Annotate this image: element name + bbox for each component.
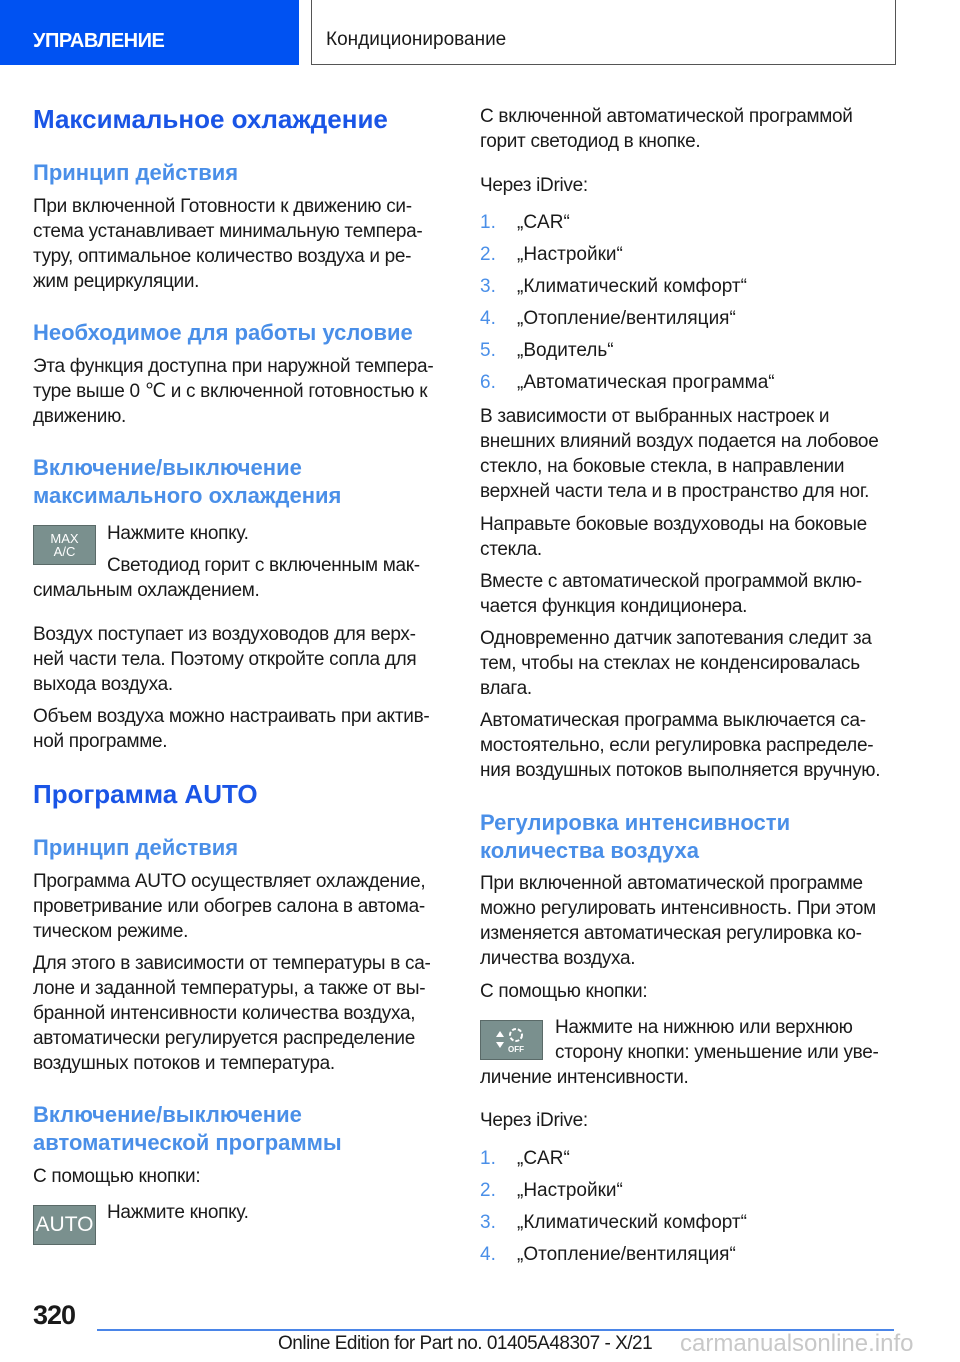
step-text: „CAR“: [517, 212, 570, 233]
heading-condition: Необходимое для работы условие: [33, 320, 413, 345]
step-number: 3.: [480, 1212, 496, 1233]
paragraph: С включенной автоматической программой горит светодиод в кнопке.: [480, 106, 853, 152]
step-number: 4.: [480, 308, 496, 329]
paragraph: Автоматическая программа выключается са- мостоятельно, если регулировка распределе- ния воздушных потоков выполняется вручную.: [480, 710, 881, 781]
paragraph: С помощью кнопки:: [480, 981, 648, 1002]
paragraph: С помощью кнопки:: [33, 1166, 201, 1187]
step-number: 1.: [480, 212, 496, 233]
step-text: „Настройки“: [517, 1180, 623, 1201]
list-item: [480, 1148, 747, 1180]
step-text: „Автоматическая программа“: [517, 372, 775, 393]
list-item: [480, 372, 775, 404]
step-text: „Отопление/вентиляция“: [517, 1244, 736, 1265]
list-item: [480, 308, 775, 340]
step-number: 6.: [480, 372, 496, 393]
step-text: „Отопление/вентиляция“: [517, 308, 736, 329]
paragraph: Через iDrive:: [480, 1110, 588, 1131]
max-ac-button-icon: MAX A/C: [33, 525, 96, 565]
list-item: [480, 212, 775, 244]
paragraph: Объем воздуха можно настраивать при актив- ной программе.: [33, 706, 430, 752]
paragraph: Вместе с автоматической программой вклю- чается функция кондиционера.: [480, 571, 862, 617]
paragraph: При включенной Готовности к движению си- стема устанавливает минимальную темпера- туру, оптимальное количество воздуха и ре- жим рециркуляции.: [33, 196, 423, 292]
list-item: [480, 244, 775, 276]
edition-text: Online Edition for Part no. 01405A48307 - X/21: [278, 1333, 653, 1354]
step-text: „Водитель“: [517, 340, 614, 361]
step-text: „Настройки“: [517, 244, 623, 265]
fan-icon: [492, 1025, 532, 1055]
heading-max-cooling: Максимальное охлаждение: [33, 104, 388, 134]
section-title: УПРАВЛЕНИЕ: [33, 30, 165, 52]
paragraph: Одновременно датчик запотевания следит за тем, чтобы на стеклах не конденсировалась влага.: [480, 628, 872, 699]
paragraph: При включенной автоматической программе можно регулировать интенсивность. При этом изменяется автоматическая регулировка ко- личества воздуха.: [480, 873, 876, 969]
paragraph: Светодиод горит с включенным мак- симальным охлаждением.: [33, 555, 420, 601]
svg-text:OFF: OFF: [507, 1045, 524, 1054]
list-item: [480, 1180, 747, 1212]
idrive-steps-list: [480, 212, 775, 404]
section-tab: [0, 0, 299, 65]
paragraph: В зависимости от выбранных настроек и внешних влияний воздух подается на лобовое стекло, на боковые стекла, в направлении верхней части тела и в пространство для ног.: [480, 406, 879, 502]
heading-intensity: Регулировка интенсивности количества воздуха: [480, 810, 791, 863]
step-text: „CAR“: [517, 1148, 570, 1169]
step-text: „Климатический комфорт“: [517, 1212, 747, 1233]
step-number: 4.: [480, 1244, 496, 1265]
watermark: carmanualsonline.info: [680, 1330, 914, 1357]
paragraph: Программа AUTO осуществляет охлаждение, проветривание или обогрев салона в автома- тическом режиме.: [33, 871, 426, 942]
step-number: 5.: [480, 340, 496, 361]
auto-button-icon: AUTO: [33, 1205, 96, 1245]
heading-onoff-max: Включение/выключение максимального охлаждения: [33, 455, 342, 508]
paragraph: Нажмите кнопку.: [107, 1202, 249, 1223]
idrive-steps-list: [480, 1148, 747, 1276]
list-item: [480, 1212, 747, 1244]
paragraph: личение интенсивности.: [480, 1067, 689, 1088]
page-number: 320: [33, 1300, 76, 1330]
list-item: [480, 276, 775, 308]
list-item: [480, 1244, 747, 1276]
heading-auto: Программа AUTO: [33, 779, 258, 809]
heading-principle: Принцип действия: [33, 835, 239, 860]
paragraph: Воздух поступает из воздуховодов для верх- ней части тела. Поэтому откройте сопла для выхода воздуха.: [33, 624, 417, 695]
paragraph: Нажмите кнопку.: [107, 523, 249, 544]
topic-title: Кондиционирование: [326, 29, 507, 50]
step-text: „Климатический комфорт“: [517, 276, 747, 297]
topic-tab: [311, 0, 896, 65]
paragraph: Нажмите на нижнюю или верхнюю сторону кнопки: уменьшение или уве-: [555, 1017, 879, 1063]
paragraph: Направьте боковые воздуховоды на боковые стекла.: [480, 514, 867, 560]
step-number: 3.: [480, 276, 496, 297]
paragraph: Для этого в зависимости от температуры в са- лоне и заданной температуры, а также от вы- бранной интенсивности количества воздуха, автоматически регулируется распределение воздушных потоков и температура.: [33, 953, 431, 1074]
step-number: 2.: [480, 1180, 496, 1201]
step-number: 1.: [480, 1148, 496, 1169]
step-number: 2.: [480, 244, 496, 265]
list-item: [480, 340, 775, 372]
heading-principle: Принцип действия: [33, 160, 239, 185]
fan-intensity-button-icon: [480, 1020, 543, 1060]
paragraph: Через iDrive:: [480, 175, 588, 196]
paragraph: Эта функция доступна при наружной темпера- туре выше 0 ℃ и с включенной готовностью к движению.: [33, 356, 434, 427]
heading-onoff-auto: Включение/выключение автоматической программы: [33, 1102, 342, 1155]
